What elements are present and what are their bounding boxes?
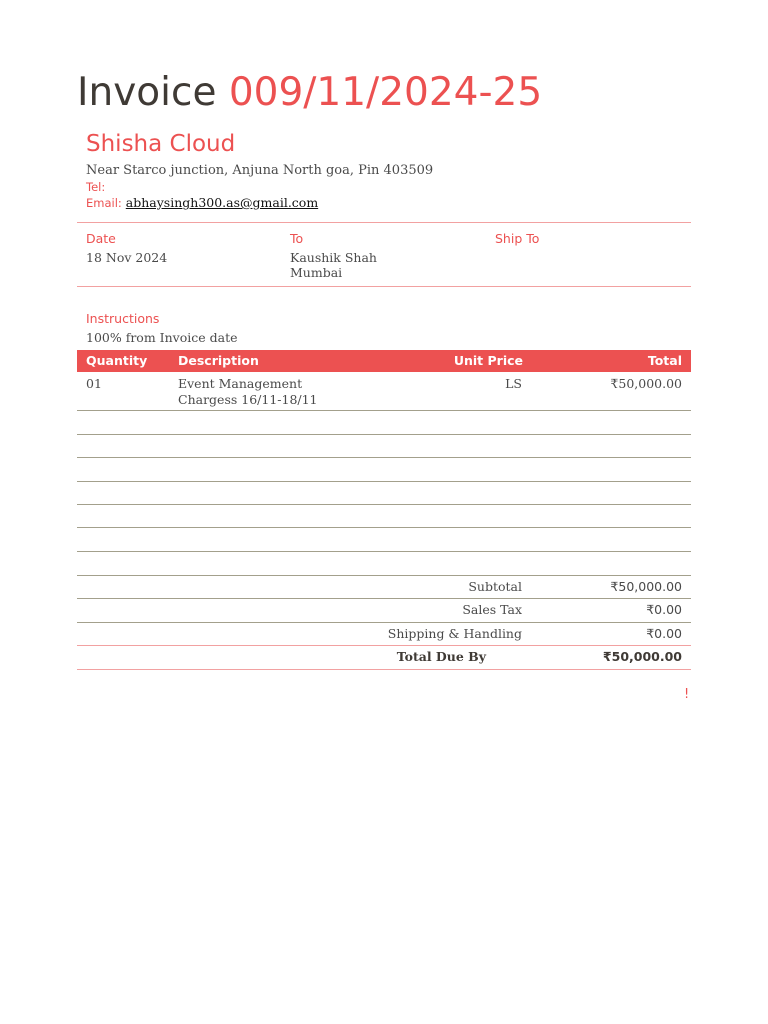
invoice-title-word: Invoice <box>77 70 217 115</box>
total-due-value: ₹50,000.00 <box>602 649 682 664</box>
row-divider <box>77 457 691 458</box>
to-city: Mumbai <box>290 265 343 280</box>
invoice-title <box>77 70 542 116</box>
subtotal-value: ₹50,000.00 <box>610 579 682 594</box>
instructions-label: Instructions <box>86 311 160 326</box>
header-total: Total <box>647 353 682 368</box>
totals-divider <box>77 669 691 670</box>
shipping-label: Shipping & Handling <box>387 626 522 641</box>
row-divider <box>77 481 691 482</box>
divider <box>77 286 691 287</box>
footer-mark: ! <box>684 687 690 702</box>
sales-tax-label: Sales Tax <box>462 602 522 617</box>
row-divider <box>77 410 691 411</box>
invoice-number: 009/11/2024-25 <box>228 70 543 115</box>
shipping-value: ₹0.00 <box>646 626 682 641</box>
subtotal-label: Subtotal <box>468 579 522 594</box>
row-divider <box>77 551 691 552</box>
row-description-line2: Chargess 16/11-18/11 <box>178 392 318 407</box>
company-email <box>86 195 318 210</box>
email-link[interactable]: abhaysingh300.as@gmail.com <box>125 195 319 210</box>
divider <box>77 222 691 223</box>
row-divider <box>77 575 691 576</box>
row-description-line1: Event Management <box>178 376 303 391</box>
table-header <box>77 350 691 372</box>
header-unit-price: Unit Price <box>453 353 523 368</box>
header-description: Description <box>178 353 259 368</box>
row-unit-price: LS <box>505 376 522 391</box>
totals-divider <box>77 622 691 623</box>
totals-divider <box>77 645 691 646</box>
email-label: Email: <box>86 196 122 210</box>
to-name: Kaushik Shah <box>290 250 377 265</box>
company-address: Near Starco junction, Anjuna North goa, Pin 403509 <box>86 163 434 178</box>
totals-divider <box>77 598 691 599</box>
row-divider <box>77 527 691 528</box>
row-total: ₹50,000.00 <box>610 376 682 391</box>
sales-tax-value: ₹0.00 <box>646 602 682 617</box>
company-name: Shisha Cloud <box>86 131 236 157</box>
header-quantity: Quantity <box>86 353 148 368</box>
date-label: Date <box>86 231 116 246</box>
ship-to-label: Ship To <box>495 231 540 246</box>
company-tel-label: Tel: <box>86 180 106 194</box>
total-due-label: Total Due By <box>396 649 486 664</box>
row-divider <box>77 434 691 435</box>
to-label: To <box>290 231 304 246</box>
row-divider <box>77 504 691 505</box>
instructions-text: 100% from Invoice date <box>86 330 238 345</box>
date-value: 18 Nov 2024 <box>86 250 168 265</box>
row-quantity: 01 <box>86 376 102 391</box>
